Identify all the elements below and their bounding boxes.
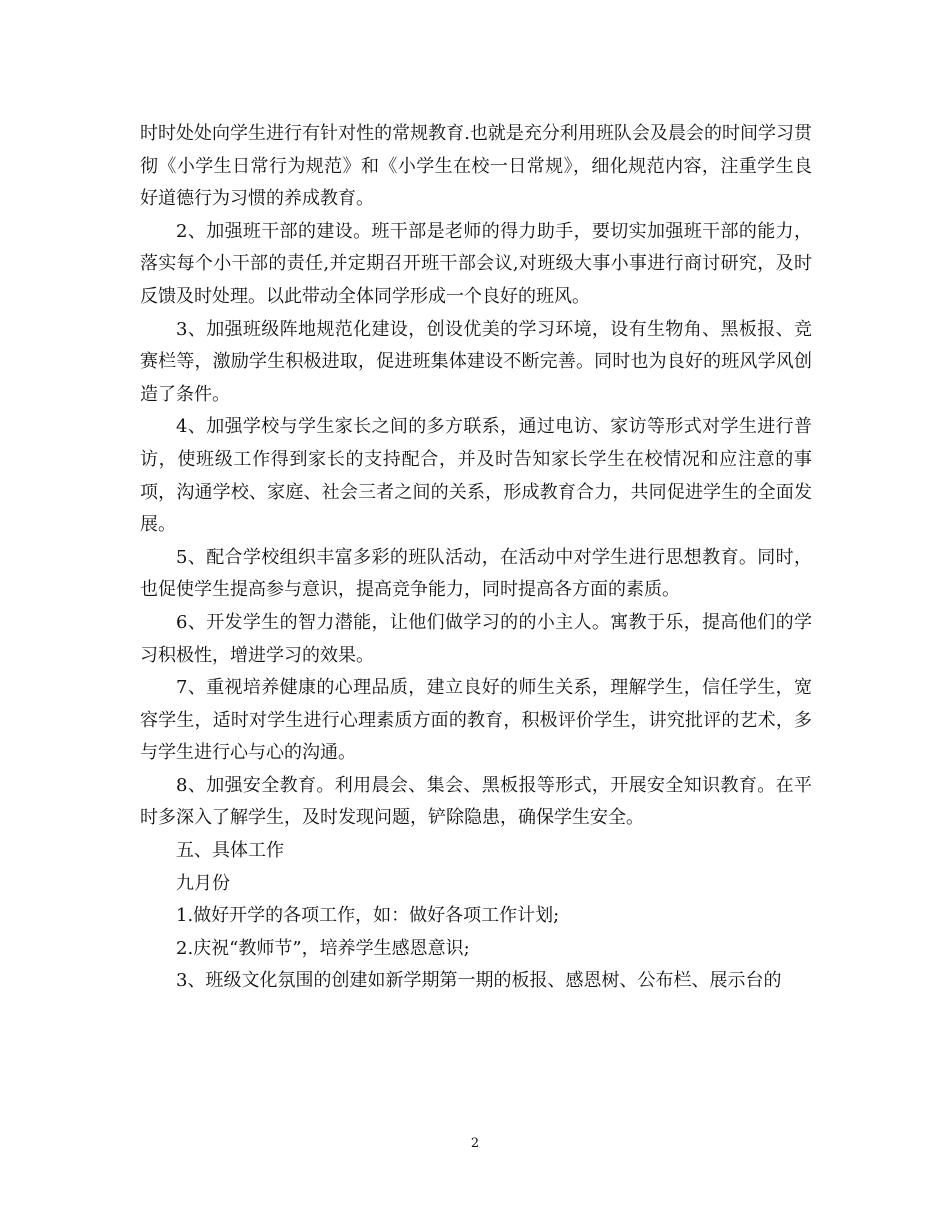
paragraph-8: 8、加强安全教育。利用晨会、集会、黑板报等形式，开展安全知识教育。在平时多深入了解学生，及时发现问题，铲除隐患，确保学生安全。	[140, 774, 812, 829]
page-number: 2	[470, 1136, 480, 1151]
section-heading: 五、具体工作	[176, 840, 284, 862]
document-body	[140, 118, 812, 998]
list-item-3: 3、班级文化氛围的创建如新学期第一期的板报、感恩树、公布栏、展示台的	[176, 970, 782, 992]
month-heading: 九月份	[176, 872, 230, 894]
paragraph-1: 时时处处向学生进行有针对性的常规教育.也就是充分利用班队会及晨会的时间学习贯彻《小学生日常行为规范》和《小学生在校一日常规》，细化规范内容，注重学生良好道德行为习惯的养成教育。	[140, 123, 812, 210]
paragraph-6: 6、开发学生的智力潜能，让他们做学习的的小主人。寓教于乐，提高他们的学习积极性，增进学习的效果。	[140, 611, 812, 666]
paragraph-3: 3、加强班级阵地规范化建设，创设优美的学习环境，设有生物角、黑板报、竞赛栏等，激励学生积极进取，促进班集体建设不断完善。同时也为良好的班风学风创造了条件。	[140, 318, 812, 405]
paragraph-7: 7、重视培养健康的心理品质，建立良好的师生关系，理解学生，信任学生，宽容学生，适时对学生进行心理素质方面的教育，积极评价学生，讲究批评的艺术，多与学生进行心与心的沟通。	[140, 677, 812, 764]
list-item-2: 2.庆祝“教师节”，培养学生感恩意识;	[176, 937, 470, 959]
list-item-1: 1.做好开学的各项工作，如：做好各项工作计划;	[176, 905, 560, 927]
paragraph-4: 4、加强学校与学生家长之间的多方联系，通过电访、家访等形式对学生进行普访，使班级工作得到家长的支持配合，并及时告知家长学生在校情况和应注意的事项，沟通学校、家庭、社会三者之间的关系，形成教育合力，共同促进学生的全面发展。	[140, 416, 812, 536]
paragraph-5: 5、配合学校组织丰富多彩的班队活动，在活动中对学生进行思想教育。同时，也促使学生提高参与意识，提高竞争能力，同时提高各方面的素质。	[140, 546, 812, 601]
paragraph-2: 2、加强班干部的建设。班干部是老师的得力助手，要切实加强班干部的能力，落实每个小干部的责任,并定期召开班干部会议,对班级大事小事进行商讨研究，及时反馈及时处理。以此带动全体同学形成一个良好的班风。	[140, 220, 812, 307]
